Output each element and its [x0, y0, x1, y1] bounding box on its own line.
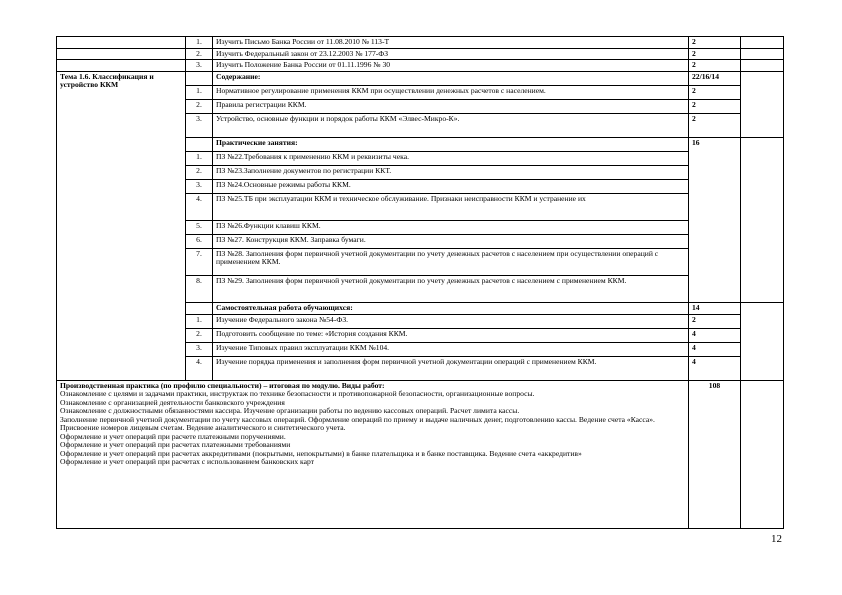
row-text: Нормативное регулирование применения ККМ при осуществлении денежных расчетов с населением. — [213, 85, 689, 99]
row-hours: 2 — [689, 48, 741, 60]
row-text: Изучить Федеральный закон от 23.12.2003 № 177-ФЗ — [213, 48, 689, 60]
row-hours: 4 — [689, 342, 741, 356]
row-number: 2. — [186, 48, 213, 60]
production-practice-cell — [57, 380, 689, 528]
row-text: ПЗ №24.Основные режимы работы ККМ. — [213, 179, 689, 193]
row-text: ПЗ №28. Заполнения форм первичной учетной документации по учету денежных расчетов с населением при осуществлении операций с применением ККМ. — [213, 248, 689, 275]
row-text: Изучение Типовых правил эксплуатации ККМ №104. — [213, 342, 689, 356]
practice-work-item: Ознакомление с организацией деятельности банковского учреждения — [60, 397, 285, 407]
level-cell — [741, 71, 784, 137]
row-number: 1. — [186, 314, 213, 328]
row-hours: 2 — [689, 37, 741, 49]
row-number: 5. — [186, 220, 213, 234]
row-hours: 2 — [689, 85, 741, 99]
row-hours: 2 — [689, 113, 741, 137]
level-cell — [741, 48, 784, 60]
row-text: Изучение Федерального закона №54-ФЗ. — [213, 314, 689, 328]
row-text: ПЗ №26.Функции клавиш ККМ. — [213, 220, 689, 234]
topic-title: Тема 1.6. Классификация и устройство ККМ — [57, 71, 186, 380]
row-number: 2. — [186, 99, 213, 113]
row-text: Правила регистрации ККМ. — [213, 99, 689, 113]
table-row — [57, 60, 784, 72]
content-label: Содержание: — [213, 71, 689, 85]
practice-hours: 16 — [689, 137, 741, 302]
level-cell — [741, 37, 784, 49]
row-number — [186, 302, 213, 314]
practice-work-item: Оформление и учет операций при расчетах аккредитивами (покрытыми, непокрытыми) в банке плательщика и в банке поставщика. Ведение счета «аккредитив» — [60, 448, 582, 458]
row-number: 1. — [186, 151, 213, 165]
production-practice-title: Производственная практика (по профилю специальности) – итоговая по модулю. Виды работ: — [60, 380, 385, 390]
row-number: 3. — [186, 342, 213, 356]
row-hours: 2 — [689, 99, 741, 113]
row-number: 1. — [186, 85, 213, 99]
row-text: ПЗ №27. Конструкция ККМ. Заправка бумаги. — [213, 234, 689, 248]
row-number: 2. — [186, 165, 213, 179]
row-text: ПЗ №23.Заполнение документов по регистрации ККТ. — [213, 165, 689, 179]
practice-work-item: Оформление и учет операций при расчетах платежными требованиями — [60, 440, 291, 449]
row-number: 1. — [186, 37, 213, 49]
row-number: 7. — [186, 248, 213, 275]
row-hours: 4 — [689, 356, 741, 380]
row-number: 6. — [186, 234, 213, 248]
row-number: 4. — [186, 356, 213, 380]
practice-work-item: Ознакомление с целями и задачами практики, инструктаж по технике безопасности и противопожарной безопасности, организационные вопросы. — [60, 389, 535, 398]
row-text: ПЗ №25.ТБ при эксплуатации ККМ и техническое обслуживание. Признаки неисправности ККМ и устранение их — [213, 193, 689, 220]
practice-work-item: Оформление и учет операций при расчетах с использованием банковских карт — [60, 457, 315, 466]
topic-cell — [57, 60, 186, 72]
row-number: 4. — [186, 193, 213, 220]
self-work-hours: 14 — [689, 302, 741, 314]
row-hours: 4 — [689, 328, 741, 342]
level-cell — [741, 137, 784, 302]
row-text: ПЗ №22.Требования к применению ККМ и реквизиты чека. — [213, 151, 689, 165]
row-number — [186, 137, 213, 151]
row-number: 3. — [186, 60, 213, 72]
practice-work-item: Заполнение первичной учетной документации по учету кассовых операций. Оформление операций по приему и выдаче наличных денег, подготовлению кассы. Ведение счета «Касса». — [60, 414, 655, 424]
table-row — [57, 37, 784, 49]
row-text: Устройство, основные функции и порядок работы ККМ «Элвес-Микро-К». — [213, 113, 689, 137]
curriculum-table — [56, 36, 784, 529]
level-cell — [741, 302, 784, 380]
row-number: 3. — [186, 113, 213, 137]
row-hours: 2 — [689, 60, 741, 72]
table-row — [57, 71, 784, 85]
production-practice-hours: 108 — [689, 380, 741, 528]
content-hours: 22/16/14 — [689, 71, 741, 85]
practice-work-item: Присвоение номеров лицевым счетам. Ведение аналитического и синтетического учета. — [60, 423, 346, 432]
row-number: 3. — [186, 179, 213, 193]
page-number: 12 — [771, 533, 782, 545]
row-text: Изучение порядка применения и заполнения форм первичной учетной документации операций с применением ККМ. — [213, 356, 689, 380]
row-hours: 2 — [689, 314, 741, 328]
row-number — [186, 71, 213, 85]
row-text: Подготовить сообщение по теме: «История создания ККМ. — [213, 328, 689, 342]
practice-work-item: Оформление и учет операций при расчете платежными поручениями. — [60, 431, 286, 441]
row-text: Изучить Письмо Банка России от 11.08.2010 № 113-Т — [213, 37, 689, 49]
row-text: ПЗ №29. Заполнения форм первичной учетной документации по учету денежных расчетов с населением с применением ККМ. — [213, 275, 689, 302]
table-row — [57, 48, 784, 60]
level-cell — [741, 380, 784, 528]
practice-label: Практические занятия: — [213, 137, 689, 151]
level-cell — [741, 60, 784, 72]
self-work-label: Самостоятельная работа обучающихся: — [213, 302, 689, 314]
topic-cell — [57, 37, 186, 49]
row-text: Изучить Положение Банка России от 01.11.1996 № 30 — [213, 60, 689, 72]
topic-cell — [57, 48, 186, 60]
row-number: 8. — [186, 275, 213, 302]
table-row — [57, 380, 784, 528]
row-number: 2. — [186, 328, 213, 342]
practice-work-item: Ознакомление с должностными обязанностями кассира. Изучение организации работы по ведению кассовых операций. Расчет лимита кассы. — [60, 406, 520, 415]
